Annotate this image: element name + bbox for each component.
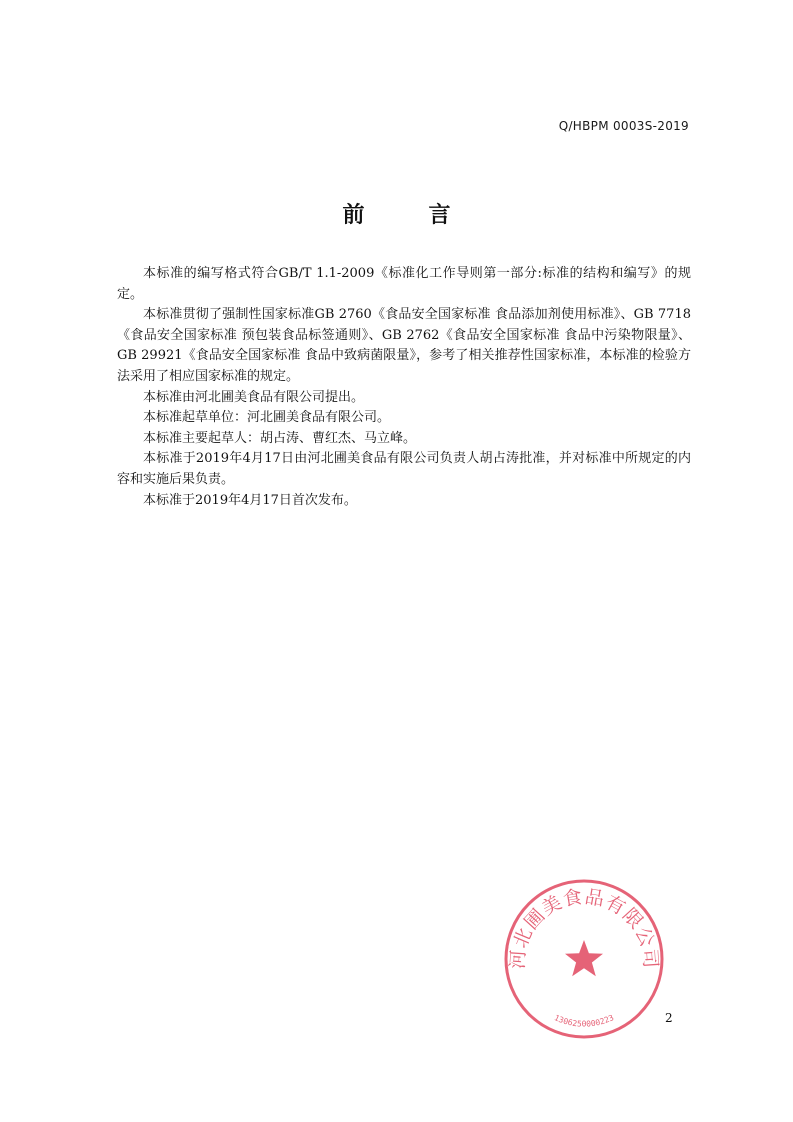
paragraph-mandatory-standards: 本标准贯彻了强制性国家标准GB 2760《食品安全国家标准 食品添加剂使用标准》、GB 7718《食品安全国家标准 预包装食品标签通则》、GB 2762《食品安全国家标准 食品中污染物限量》、GB 29921《食品安全国家标准 食品中致病菌限量》，参考了相关推荐性国家标准，本标准的检验方法采用了相应国家标准的规定。 [117,307,691,384]
page-title: 前言 [342,203,515,228]
company-seal [502,877,666,1041]
paragraph-approval: 本标准于2019年4月17日由河北圃美食品有限公司负责人胡占涛批准，并对标准中所规定的内容和实施后果负责。 [117,451,691,487]
paragraph-drafters: 本标准主要起草人：胡占涛、曹红杰、马立峰。 [143,430,417,446]
seal-company-name: 河北圃美食品有限公司 [506,885,662,970]
paragraph-format: 本标准的编写格式符合GB/T 1.1-2009《标准化工作导则第一部分:标准的结构和编写》的规定。 [117,266,691,302]
preface-body [117,264,691,511]
seal-star-icon [565,940,603,976]
paragraph-release: 本标准于2019年4月17日首次发布。 [143,492,357,508]
standard-code: Q/HBPM 0003S-2019 [558,119,689,133]
page-number: 2 [665,1011,673,1025]
paragraph-drafting-unit: 本标准起草单位：河北圃美食品有限公司。 [143,410,391,426]
seal-number: 1306250000223 [552,1013,616,1029]
paragraph-proposer: 本标准由河北圃美食品有限公司提出。 [143,389,365,405]
